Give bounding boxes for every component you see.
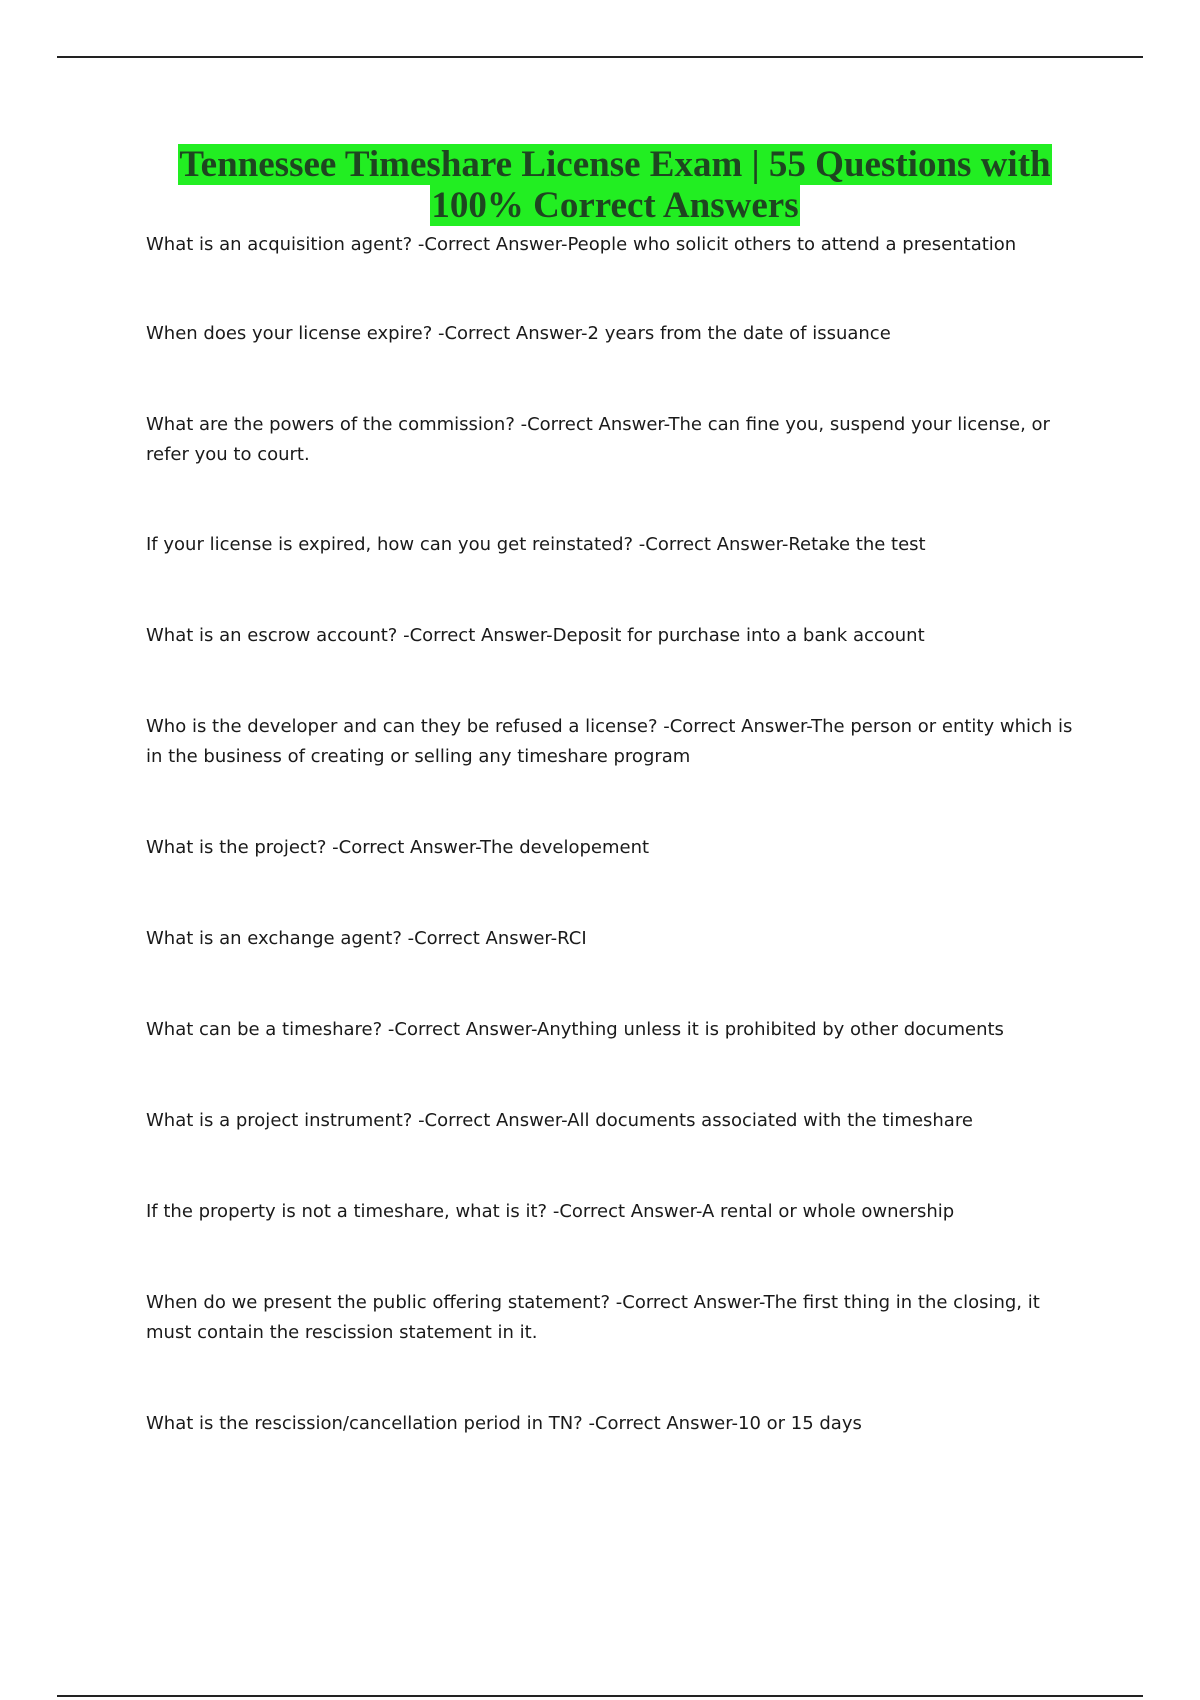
- qa-item: What is an escrow account? -Correct Answer-Deposit for purchase into a bank account: [146, 625, 925, 646]
- qa-list: [146, 230, 1086, 1439]
- qa-item: When does your license expire? -Correct Answer-2 years from the date of issuance: [146, 323, 891, 344]
- qa-item: What is a project instrument? -Correct Answer-All documents associated with the timeshare: [146, 1110, 973, 1131]
- qa-item: What are the powers of the commission? -Correct Answer-The can fine you, suspend your license, or refer you to court.: [146, 414, 1050, 465]
- document-title: [130, 144, 1100, 226]
- top-divider: [57, 56, 1143, 58]
- qa-item: What can be a timeshare? -Correct Answer-Anything unless it is prohibited by other documents: [146, 1019, 1004, 1040]
- qa-item: What is the project? -Correct Answer-The developement: [146, 837, 650, 858]
- qa-item: What is an acquisition agent? -Correct Answer-People who solicit others to attend a presentation: [146, 234, 1017, 255]
- qa-item: Who is the developer and can they be refused a license? -Correct Answer-The person or entity which is in the business of creating or selling any timeshare program: [146, 716, 1073, 767]
- qa-item: If your license is expired, how can you get reinstated? -Correct Answer-Retake the test: [146, 534, 926, 555]
- bottom-divider: [57, 1695, 1143, 1697]
- qa-item: When do we present the public offering statement? -Correct Answer-The first thing in the closing, it must contain the rescission statement in it.: [146, 1292, 1040, 1343]
- document-title-text: Tennessee Timeshare License Exam | 55 Questions with 100% Correct Answers: [179, 144, 1051, 226]
- qa-item: What is the rescission/cancellation period in TN? -Correct Answer-10 or 15 days: [146, 1413, 862, 1434]
- qa-item: If the property is not a timeshare, what is it? -Correct Answer-A rental or whole ownership: [146, 1201, 955, 1222]
- qa-item: What is an exchange agent? -Correct Answer-RCI: [146, 928, 587, 949]
